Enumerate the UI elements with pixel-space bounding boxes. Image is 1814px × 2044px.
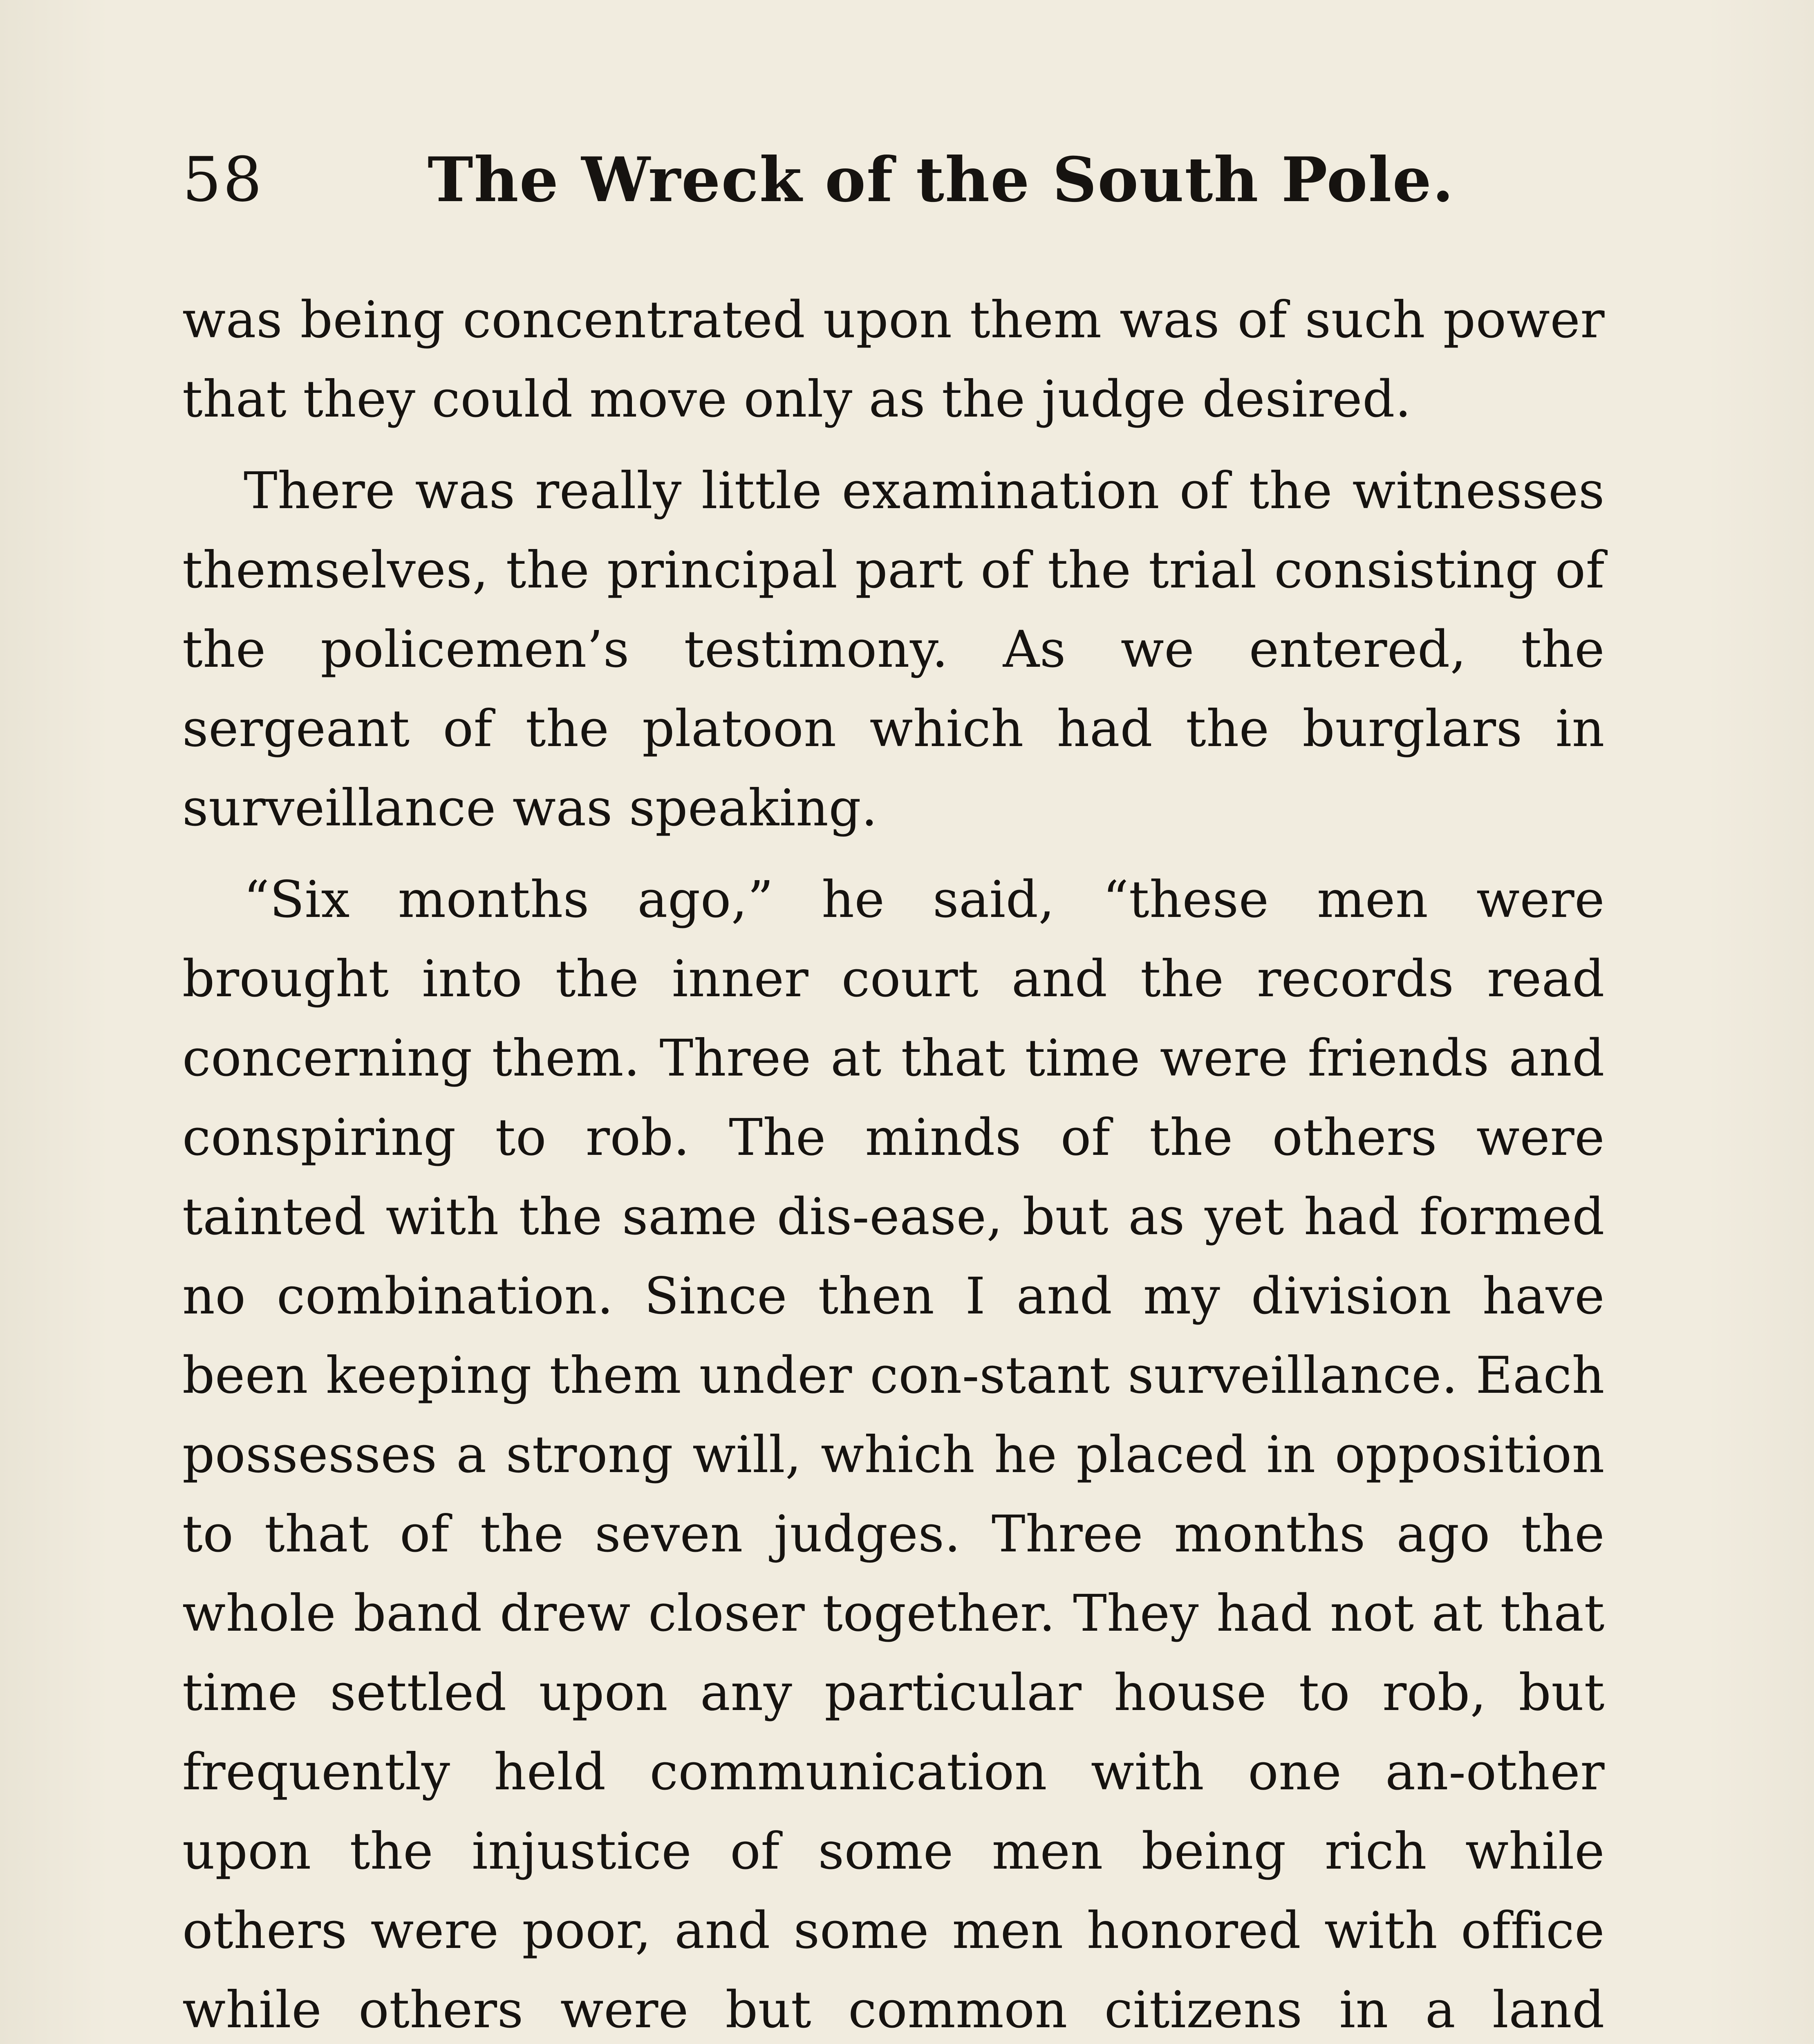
paragraph-sergeant-speech: “Six months ago,” he said, “these men were brought into the inner court and the records read concerning them. Three at that time were friends and conspiring to rob. The minds of the others were tainted with the same dis-ease, but as yet had formed no combination. Since then I and my division have been keeping them under con-stant surveillance. Each possesses a strong will, which he placed in opposition to that of the seven judges. Three months ago the whole band drew closer together. They had not at that time settled upon any particular house to rob, but frequently held communication with one an-other upon the injustice of some men being rich while others were poor, and some men honored with office while others were but common citizens in a land — [182, 870, 1605, 2040]
paragraph-testimony-intro: There was really little examination of the witnesses themselves, the principal part of the trial consisting of the policemen’s testimony. As we entered, the sergeant of the platoon which had the burglars in surveillance was speaking. — [182, 462, 1605, 838]
paragraph-continued: was being concentrated upon them was of such power that they could move only as the judge desired. — [182, 291, 1605, 429]
body-text — [182, 280, 1605, 2044]
book-title: The Wreck of the South Pole. — [428, 144, 1455, 216]
page-number: 58 — [182, 144, 264, 215]
running-head — [182, 139, 1605, 221]
